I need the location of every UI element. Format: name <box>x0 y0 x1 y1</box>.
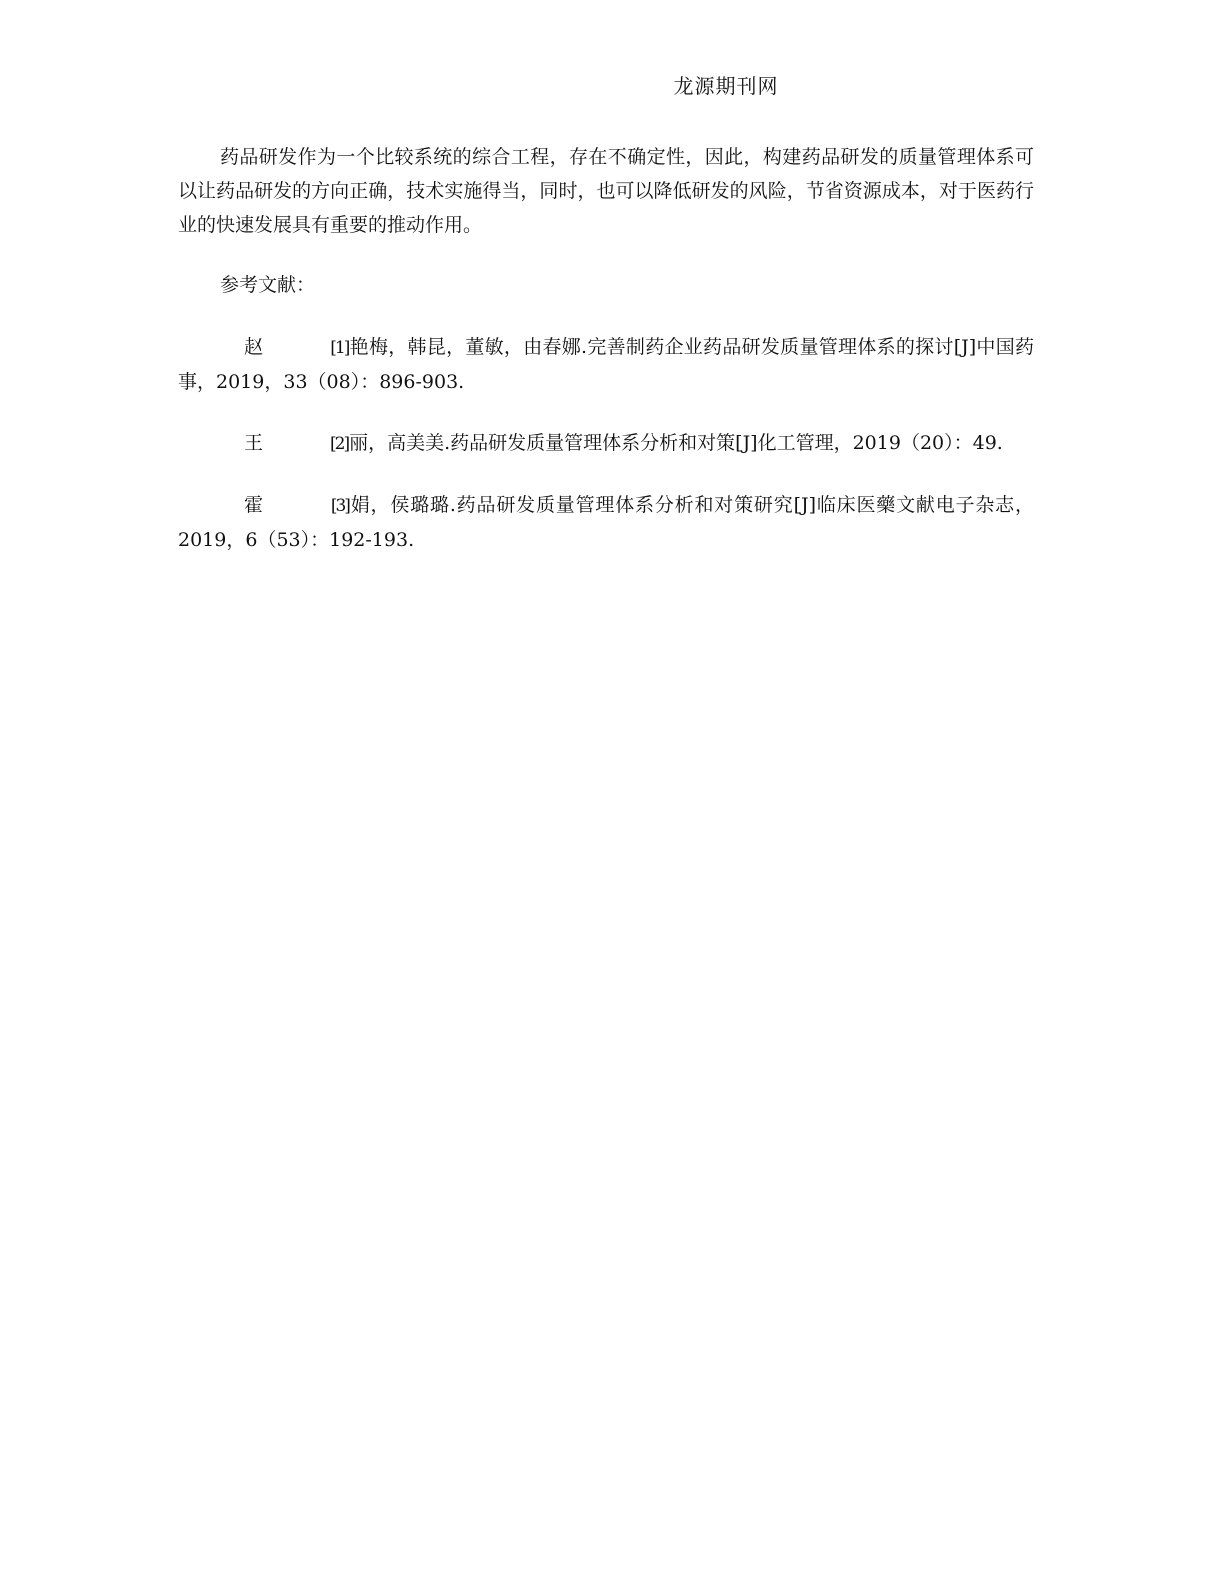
reference-item <box>178 330 1034 399</box>
reference-author-lead: 霍 <box>244 494 264 516</box>
reference-number: [1] <box>330 338 349 358</box>
body-paragraph: 药品研发作为一个比较系统的综合工程，存在不确定性，因此，构建药品研发的质量管理体系可以让药品研发的方向正确，技术实施得当，同时，也可以降低研发的风险，节省资源成本，对于医药行业的快速发展具有重要的推动作用。 <box>178 146 1034 236</box>
references-heading: 参考文献： <box>220 274 316 296</box>
reference-author-lead: 赵 <box>244 336 264 358</box>
reference-text: 艳梅，韩昆，董敏，由春娜.完善制药企业药品研发质量管理体系的探讨[J]中国药事，2019，33（08）：896-903. <box>178 336 1034 393</box>
reference-number: [2] <box>330 434 349 454</box>
reference-number: [3] <box>330 496 349 516</box>
reference-author-lead: 王 <box>244 432 264 454</box>
reference-text: 娟，侯璐璐.药品研发质量管理体系分析和对策研究[J]临床医藥文献电子杂志，2019，6（53）：192-193. <box>178 494 1034 551</box>
reference-item <box>178 488 1034 557</box>
page-header-title: 龙源期刊网 <box>673 74 779 98</box>
reference-text: 丽，高美美.药品研发质量管理体系分析和对策[J]化工管理，2019（20）：49. <box>349 432 1003 454</box>
reference-item <box>178 426 1034 461</box>
